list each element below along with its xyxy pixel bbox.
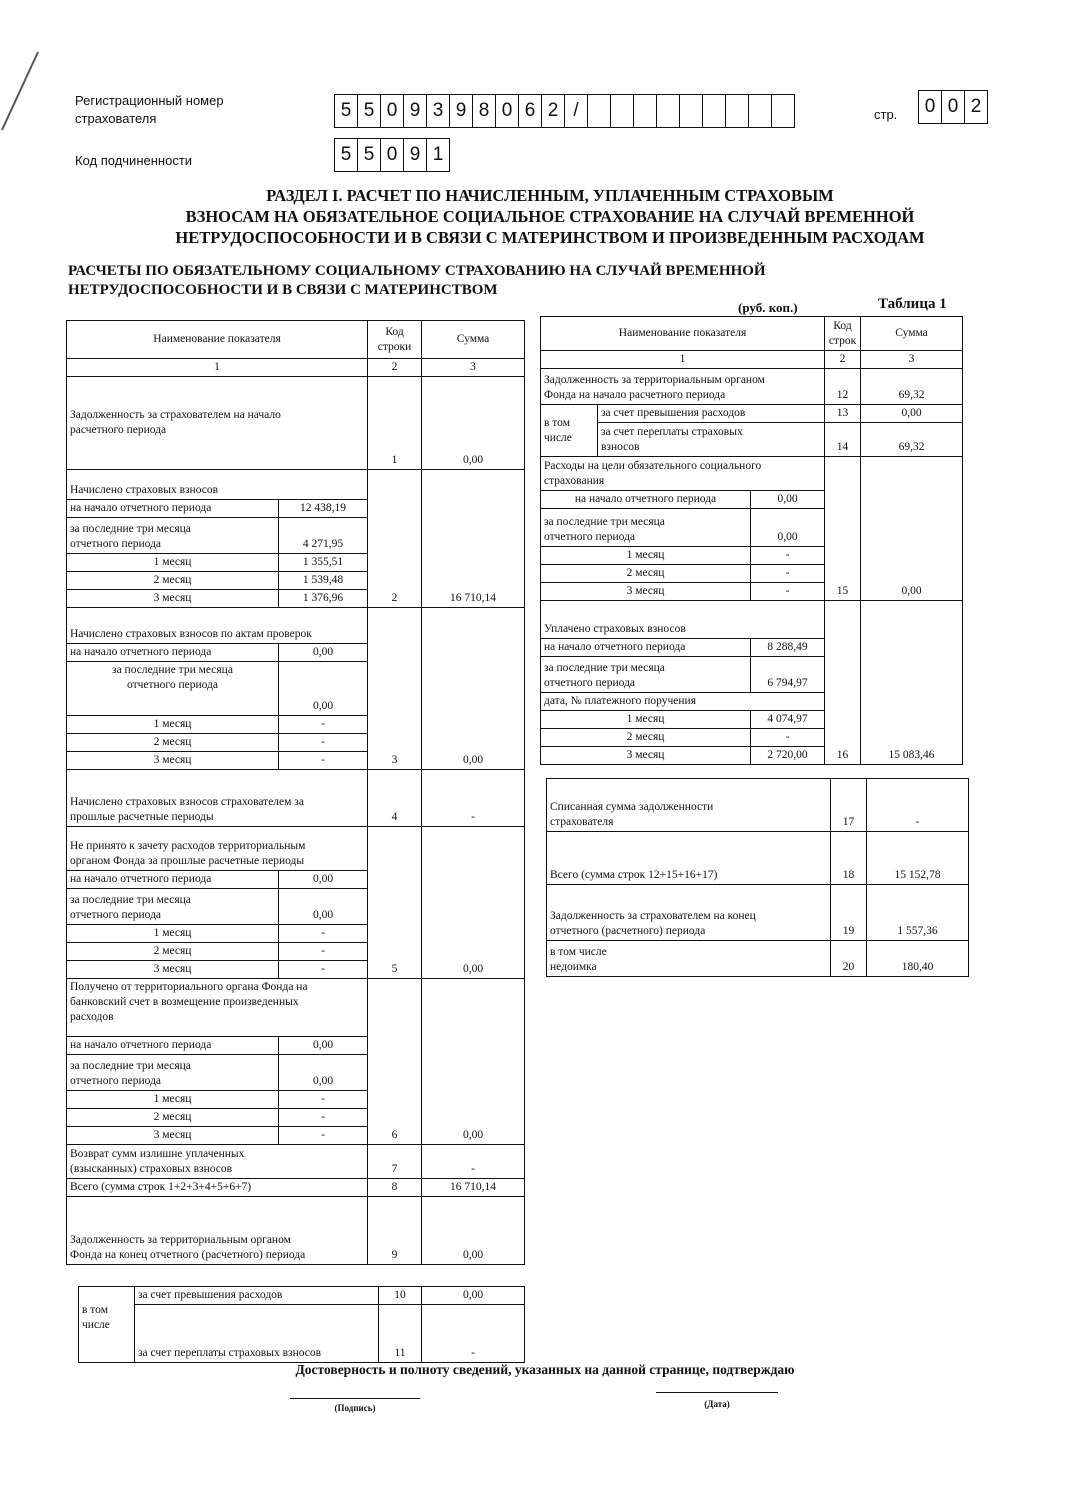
reg-digit-cell: 5: [334, 94, 358, 128]
reg-digit-cell: 9: [450, 94, 473, 128]
col-header-sum: Сумма: [861, 317, 963, 351]
table-row: Задолженность за территориальным органом Фонда на конец отчетного (расчетного) периода 9 0,00: [67, 1197, 525, 1265]
date-line: (Дата): [656, 1392, 778, 1409]
table-header-row: [541, 317, 963, 351]
subordination-label: Код подчиненности: [75, 153, 193, 168]
subordination-code-cells: [334, 138, 450, 172]
reg-digit-cell: 0: [496, 94, 519, 128]
table-row: в том числе недоимка 20 180,40: [547, 941, 969, 977]
table-row: за счет переплаты страховых взносов 11 -: [79, 1305, 525, 1363]
table-header-row: [67, 321, 525, 359]
table-row: Всего (сумма строк 1+2+3+4+5+6+7) 8 16 710,14: [67, 1179, 525, 1197]
col-header-sum: Сумма: [422, 321, 525, 359]
reg-digit-cell: 8: [473, 94, 496, 128]
page-number-cells: [918, 90, 988, 124]
table-row: Не принято к зачету расходов территориальным органом Фонда за прошлые расчетные периоды 5 0,00: [67, 827, 525, 871]
table-number-label: Таблица 1: [878, 296, 947, 312]
signature-line: (Подпись): [290, 1398, 420, 1413]
reg-digit-cell: [680, 94, 703, 128]
table-row: Расходы на цели обязательного социального страхования 15 0,00: [541, 457, 963, 491]
sub-code-digit-cell: 9: [404, 138, 427, 172]
reg-digit-cell: 5: [358, 94, 381, 128]
col-header-name: Наименование показателя: [67, 321, 368, 359]
subsection-title: РАСЧЕТЫ ПО ОБЯЗАТЕЛЬНОМУ СОЦИАЛЬНОМУ СТРАХОВАНИЮ НА СЛУЧАЙ ВРЕМЕННОЙ НЕТРУДОСПОСОБНОСТИ И В СВЯЗИ С МАТЕРИНСТВОМ: [68, 263, 766, 298]
right-table-lower: [546, 778, 969, 977]
sub-code-digit-cell: 5: [358, 138, 381, 172]
table-row: Начислено страховых взносов по актам проверок 3 0,00: [67, 608, 525, 644]
left-table: Наименование показателя Код строки Сумма 1 2 3 Задолженность за страхователем на начало расчетного периода 1 0,00 Начислено страховых взносов 2 16 710,14 на начало отчетного периода 12 438,19 за последние три месяца отчетного периода 4 271,95 1 месяц 1 355,51 2 месяц 1 539,48 3 месяц 1 376,96 Начислено страховых взносов по актам проверок 3 0,00 на начало отчетного периода 0,00 за последние три месяца отчетного периода 0,00 1 месяц - 2 месяц - 3 месяц - Начислено страховых взносов страхователем за прошлые расчетные периоды 4 - Не принято к зачету расходов территориальным органом Фонда за прошлые расчетные периоды 5 0,00 на начало отчетного периода 0,00 за последние три месяца отчетного периода 0,00 1 месяц - 2 месяц - 3 месяц - Получено от территориального органа Фонда на банковский счет в возмещение произведенных расходов 6 0,00 на начало отчетного периода 0,00 за последние три месяца отчетного периода 0,00 1 месяц - 2 месяц - 3 месяц - Возврат сумм излишне уплаченных (взысканных) страховых взносов 7 - Всего (сумма строк 1+2+3+4+5+6+7) 8 16 710,14 Задолженность за территориальным органом Фонда на конец отчетного (расчетного) периода 9 0,00: [66, 320, 525, 1265]
table-row: Списанная сумма задолженности страхователя 17 -: [547, 779, 969, 832]
page-digit-cell: 0: [942, 90, 965, 124]
col-header-name: Наименование показателя: [541, 317, 825, 351]
reg-digit-cell: 6: [519, 94, 542, 128]
table-row: в том числе за счет превышения расходов 10 0,00: [79, 1287, 525, 1305]
confirmation-text: Достоверность и полноту сведений, указанных на данной странице, подтверждаю: [295, 1362, 795, 1377]
scan-edge-mark: [0, 50, 40, 140]
col-header-code: Код строки: [368, 321, 422, 359]
reg-digit-cell: 0: [381, 94, 404, 128]
units-label: (руб. коп.): [738, 300, 798, 315]
reg-digit-cell: [749, 94, 772, 128]
page-digit-cell: 0: [918, 90, 942, 124]
col-number-row: 1 2 3: [67, 359, 525, 377]
table-row: Задолженность за страхователем на конец отчетного (расчетного) периода 19 1 557,36: [547, 885, 969, 941]
table-row: в том числе за счет превышения расходов 13 0,00: [541, 405, 963, 423]
table-row: Получено от территориального органа Фонда на банковский счет в возмещение произведенных расходов 6 0,00: [67, 979, 525, 1037]
table-row: за счет переплаты страховых взносов 14 69,32: [541, 423, 963, 457]
page-digit-cell: 2: [965, 90, 988, 124]
page-label: стр.: [874, 107, 898, 122]
table-row: Задолженность за страхователем на начало расчетного периода 1 0,00: [67, 377, 525, 470]
reg-digit-cell: [611, 94, 634, 128]
reg-digit-cell: 2: [542, 94, 565, 128]
reg-digit-cell: /: [565, 94, 588, 128]
reg-digit-cell: [588, 94, 611, 128]
sub-code-digit-cell: 1: [427, 138, 450, 172]
col-number-row: 1 2 3: [541, 351, 963, 369]
sub-code-digit-cell: 5: [334, 138, 358, 172]
table-row: Начислено страховых взносов 2 16 710,14: [67, 470, 525, 500]
left-table-tail: [78, 1286, 525, 1363]
reg-number-cells: [334, 94, 795, 128]
table-row: Задолженность за территориальным органом Фонда на начало расчетного периода 12 69,32: [541, 369, 963, 405]
reg-digit-cell: [703, 94, 726, 128]
reg-digit-cell: [657, 94, 680, 128]
table-row: Всего (сумма строк 12+15+16+17) 18 15 152,78: [547, 832, 969, 885]
table-row: Уплачено страховых взносов 16 15 083,46: [541, 601, 963, 639]
right-table: Наименование показателя Код строк Сумма 1 2 3 Задолженность за территориальным органом Фонда на начало расчетного периода 12 69,32 в том числе за счет превышения расходов 13 0,00 за счет переплаты страховых взносов 14 69,32 Расходы на цели обязательного социального страхования 15 0,00 на начало отчетного периода 0,00 за последние три месяца отчетного периода 0,00 1 месяц - 2 месяц - 3 месяц - Уплачено страховых взносов 16 15 083,46 на начало отчетного периода 8 288,49 за последние три месяца отчетного периода 6 794,97 дата, № платежного поручения 1 месяц 4 074,97 2 месяц - 3 месяц 2 720,00: [540, 316, 963, 765]
reg-digit-cell: [772, 94, 795, 128]
reg-number-label: Регистрационный номер страхователя: [75, 93, 224, 126]
section-title: РАЗДЕЛ I. РАСЧЕТ ПО НАЧИСЛЕННЫМ, УПЛАЧЕННЫМ СТРАХОВЫМ ВЗНОСАМ НА ОБЯЗАТЕЛЬНОЕ СОЦИАЛЬНОЕ СТРАХОВАНИЕ НА СЛУЧАЙ ВРЕМЕННОЙ НЕТРУДОСПОСОБНОСТИ И В СВЯЗИ С МАТЕРИНСТВОМ И ПРОИЗВЕДЕННЫМ РАСХОДАМ: [175, 186, 925, 247]
reg-digit-cell: [726, 94, 749, 128]
table-row: Возврат сумм излишне уплаченных (взысканных) страховых взносов 7 -: [67, 1145, 525, 1179]
table-row: Начислено страховых взносов страхователем за прошлые расчетные периоды 4 -: [67, 770, 525, 827]
reg-digit-cell: 9: [404, 94, 427, 128]
reg-digit-cell: [634, 94, 657, 128]
sub-code-digit-cell: 0: [381, 138, 404, 172]
col-header-code: Код строк: [825, 317, 861, 351]
reg-digit-cell: 3: [427, 94, 450, 128]
